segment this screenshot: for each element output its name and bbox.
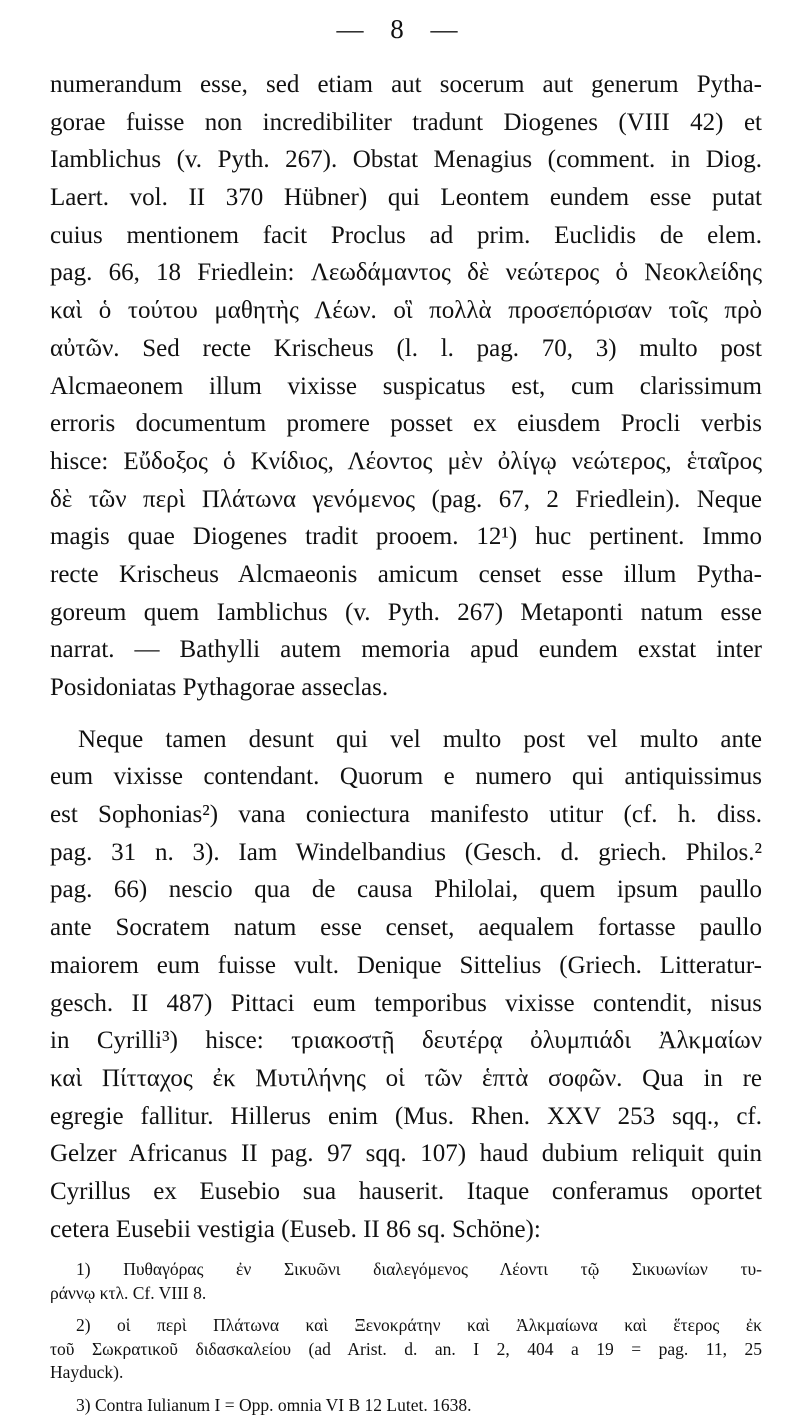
footnote-gap [50, 1385, 762, 1394]
paragraph-gap [50, 707, 762, 721]
footnote-line: 3) Contra Iulianum I = Opp. omnia VI B 12 Lutet. 1638. [50, 1394, 762, 1417]
text-line: eum vixisse contendant. Quorum e numero qui antiquissimus [50, 758, 762, 796]
text-line: egregie fallitur. Hillerus enim (Mus. Rhen. XXV 253 sqq., cf. [50, 1098, 762, 1136]
footnote-line: ράννῳ κτλ. Cf. VIII 8. [50, 1282, 762, 1306]
text-line: narrat. — Bathylli autem memoria apud eundem exstat inter [50, 631, 762, 669]
text-line: erroris documentum promere posset ex eiusdem Procli verbis [50, 405, 762, 443]
text-line: αὐτῶν. Sed recte Krischeus (l. l. pag. 70, 3) multo post [50, 330, 762, 368]
footnote-line: 1) Πυθαγόρας ἐν Σικυῶνι διαλεγόμενος Λέοντι τῷ Σικυωνίων τυ- [50, 1258, 762, 1282]
footnote-line: Hayduck). [50, 1361, 762, 1385]
text-line: Iamblichus (v. Pyth. 267). Obstat Menagius (comment. in Diog. [50, 141, 762, 179]
footnote-3 [50, 1394, 762, 1417]
text-line: maiorem eum fuisse vult. Denique Sittelius (Griech. Litteratur- [50, 947, 762, 985]
footnotes [50, 1258, 762, 1417]
text-line: est Sophonias²) vana coniectura manifesto utitur (cf. h. diss. [50, 796, 762, 834]
text-line: Alcmaeonem illum vixisse suspicatus est, cum clarissimum [50, 368, 762, 406]
text-line: gesch. II 487) Pittaci eum temporibus vixisse contendit, nisus [50, 985, 762, 1023]
text-line: καὶ Πίτταχος ἐκ Μυτιλήνης οἱ τῶν ἑπτὰ σοφῶν. Qua in re [50, 1060, 762, 1098]
text-line: δὲ τῶν περὶ Πλάτωνα γενόμενος (pag. 67, 2 Friedlein). Neque [50, 481, 762, 519]
text-line: numerandum esse, sed etiam aut socerum aut generum Pytha- [50, 66, 762, 104]
text-line: Gelzer Africanus II pag. 97 sqq. 107) haud dubium reliquit quin [50, 1135, 762, 1173]
page-number: — 8 — [0, 14, 804, 45]
text-line: recte Krischeus Alcmaeonis amicum censet esse illum Pytha- [50, 556, 762, 594]
paragraph-1 [50, 66, 762, 707]
text-line: pag. 66) nescio qua de causa Philolai, quem ipsum paullo [50, 871, 762, 909]
text-line: pag. 31 n. 3). Iam Windelbandius (Gesch. d. griech. Philos.² [50, 834, 762, 872]
text-line: in Cyrilli³) hisce: τριακοστῇ δευτέρᾳ ὀλυμπιάδι Ἀλκμαίων [50, 1022, 762, 1060]
body-text [50, 66, 762, 1248]
text-line: goreum quem Iamblichus (v. Pyth. 267) Metaponti natum esse [50, 594, 762, 632]
text-line: magis quae Diogenes tradit prooem. 12¹) huc pertinent. Immo [50, 518, 762, 556]
text-line: ante Socratem natum esse censet, aequalem fortasse paullo [50, 909, 762, 947]
text-line: cetera Eusebii vestigia (Euseb. II 86 sq. Schöne): [50, 1211, 762, 1249]
footnote-line: τοῦ Σωκρατικοῦ διδασκαλείου (ad Arist. d. an. I 2, 404 a 19 = pag. 11, 25 [50, 1338, 762, 1362]
footnote-gap [50, 1305, 762, 1314]
text-line: cuius mentionem facit Proclus ad prim. Euclidis de elem. [50, 217, 762, 255]
text-line: gorae fuisse non incredibiliter tradunt Diogenes (VIII 42) et [50, 104, 762, 142]
footnote-line: 2) οἱ περὶ Πλάτωνα καὶ Ξενοκράτην καὶ Ἀλκμαίωνα καὶ ἕτερος ἐκ [50, 1314, 762, 1338]
footnote-2 [50, 1314, 762, 1385]
text-line: Neque tamen desunt qui vel multo post vel multo ante [50, 721, 762, 759]
paragraph-2 [50, 721, 762, 1249]
text-line: καὶ ὁ τούτου μαθητὴς Λέων. οἳ πολλὰ προσεπόρισαν τοῖς πρὸ [50, 292, 762, 330]
text-line: Laert. vol. II 370 Hübner) qui Leontem eundem esse putat [50, 179, 762, 217]
text-line: pag. 66, 18 Friedlein: Λεωδάμαντος δὲ νεώτερος ὁ Νεοκλείδης [50, 254, 762, 292]
text-line: Posidoniatas Pythagorae asseclas. [50, 669, 762, 707]
text-line: Cyrillus ex Eusebio sua hauserit. Itaque conferamus oportet [50, 1173, 762, 1211]
text-line: hisce: Εὔδοξος ὁ Κνίδιος, Λέοντος μὲν ὀλίγῳ νεώτερος, ἑταῖρος [50, 443, 762, 481]
footnote-1 [50, 1258, 762, 1305]
